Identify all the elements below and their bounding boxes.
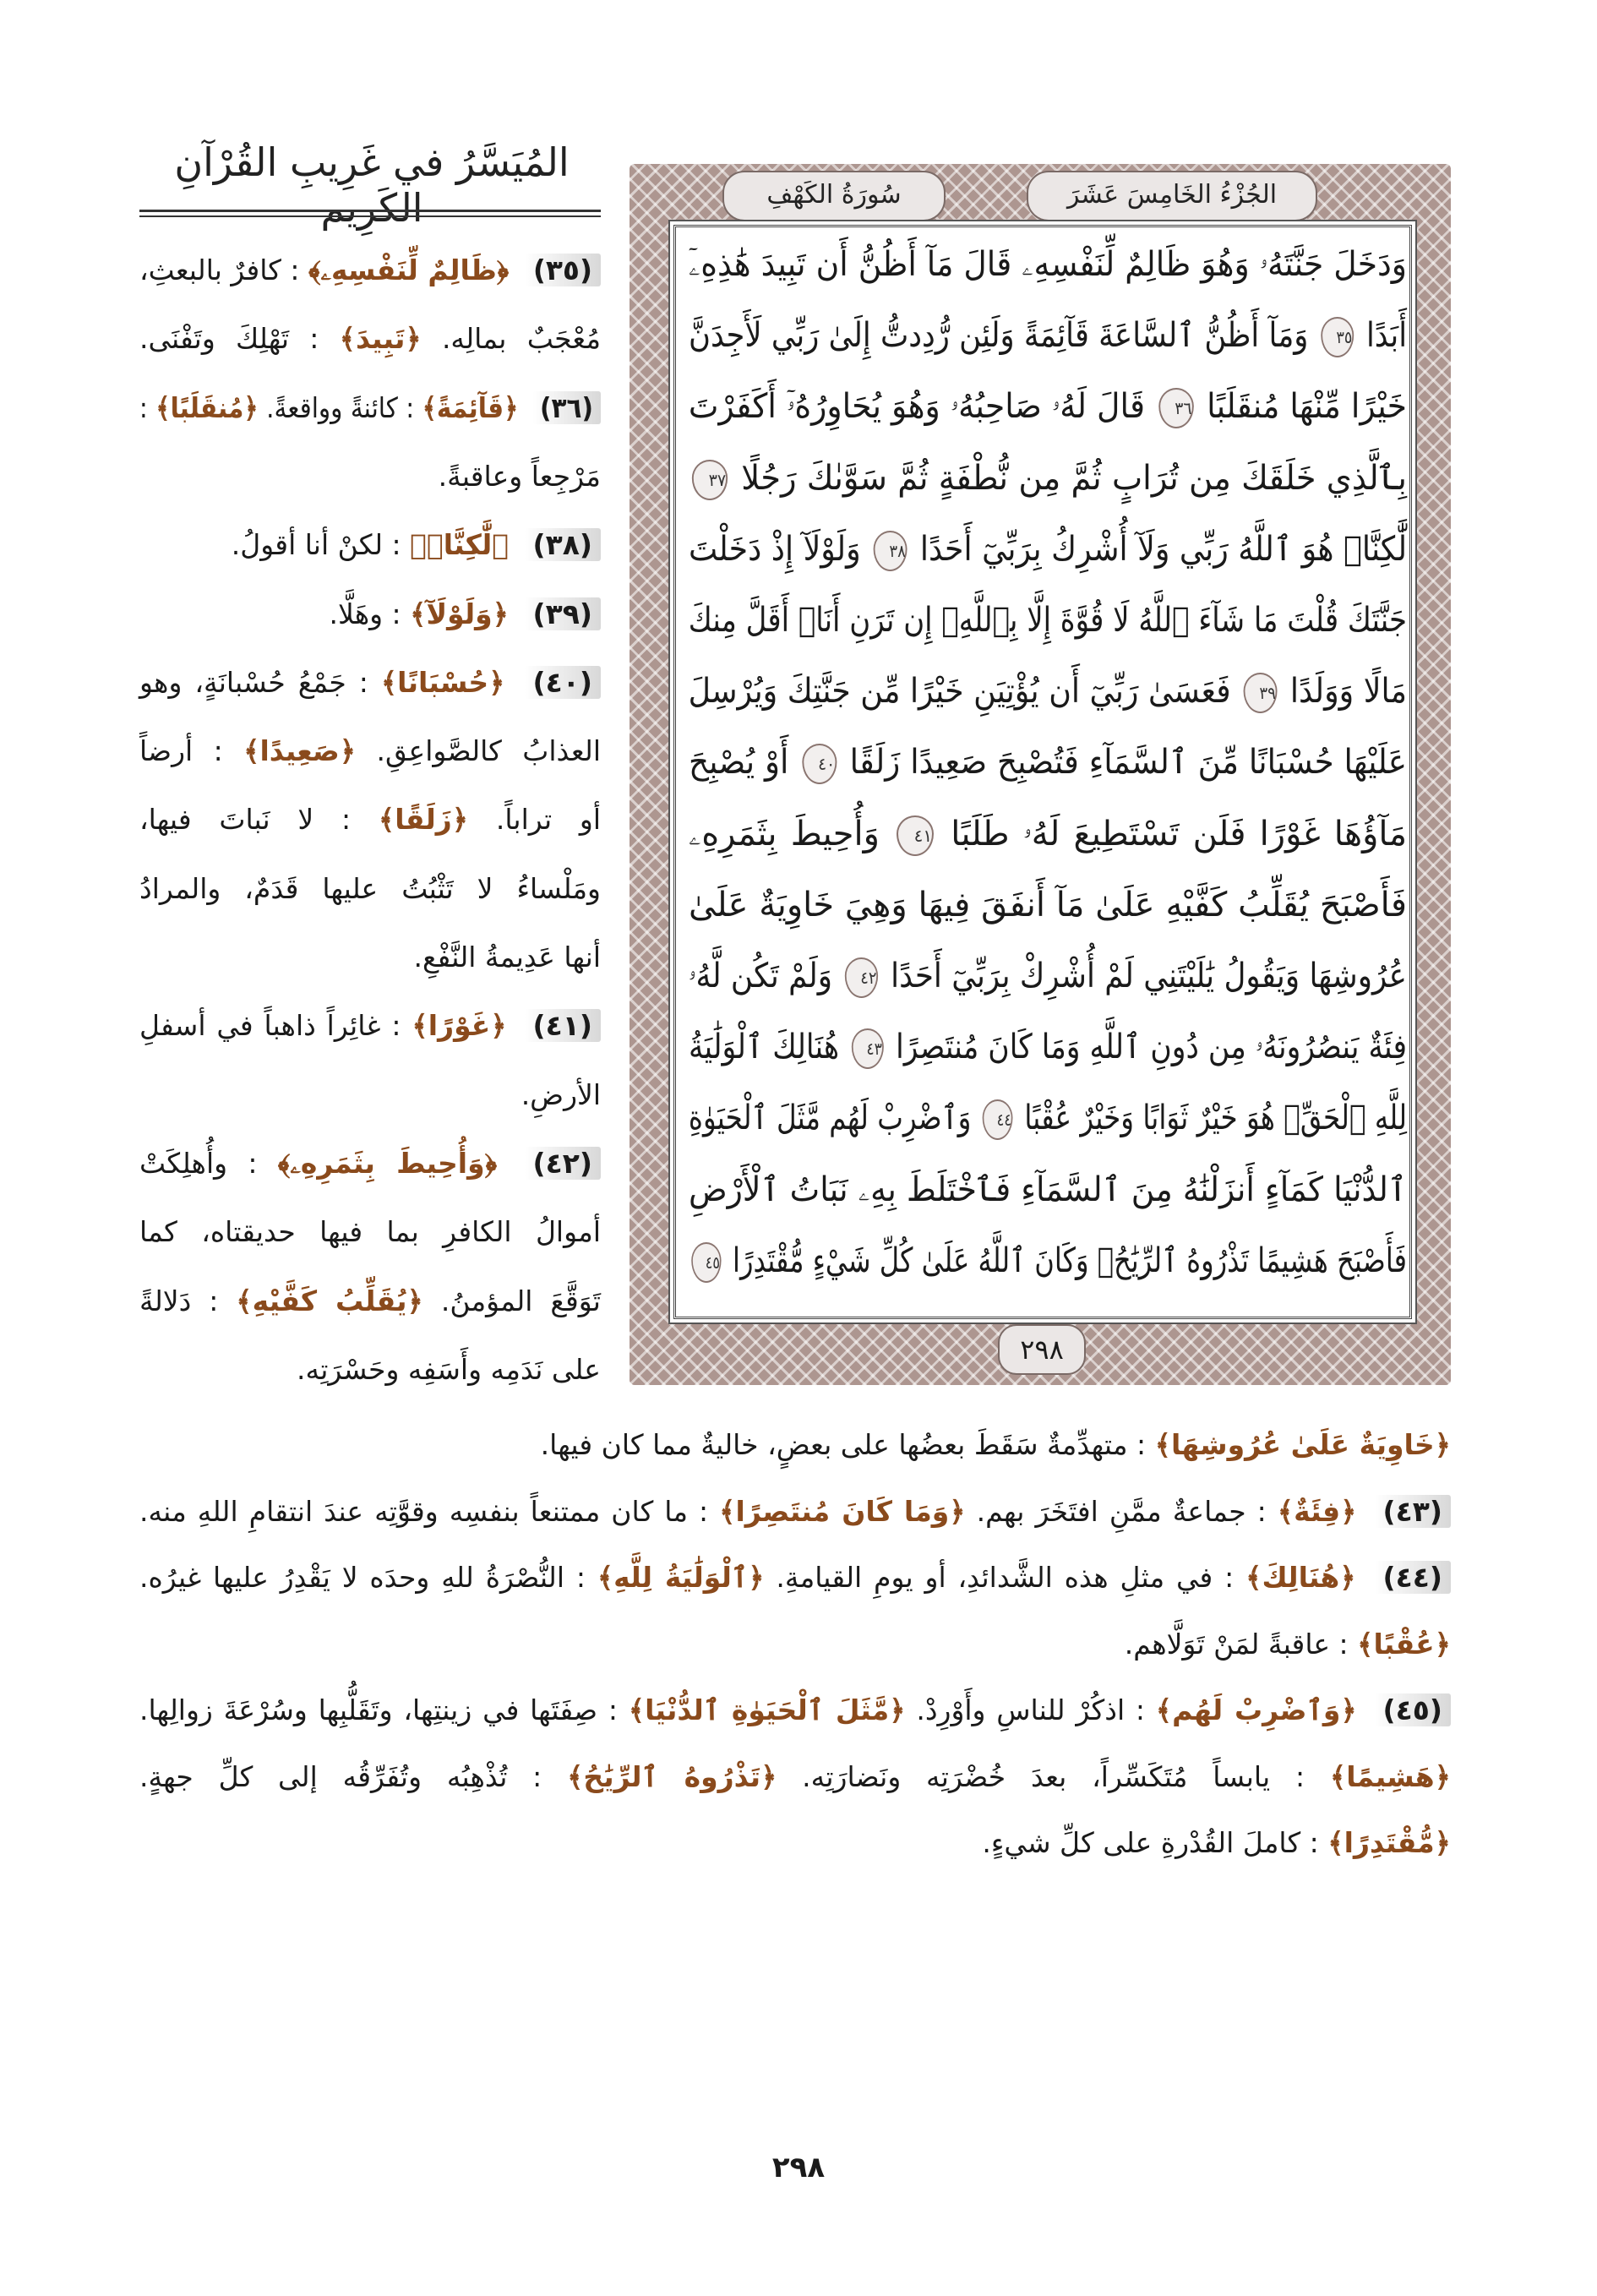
commentary-line bbox=[139, 391, 601, 424]
surah-label: سُورَةُ الكَهْفِ bbox=[722, 171, 946, 221]
verse-number-badge: (٣٨) bbox=[525, 528, 601, 561]
verse-number-badge: (٣٩) bbox=[525, 597, 601, 630]
quran-line bbox=[689, 601, 1407, 640]
quran-line bbox=[689, 815, 1407, 856]
verse-number-badge: (٤١) bbox=[525, 1009, 601, 1042]
commentary-line bbox=[139, 1009, 601, 1042]
quran-text: أَبَدًا bbox=[1365, 316, 1408, 356]
quran-text: هُنَالِكَ ٱلْوَلَٰيَةُ bbox=[689, 1028, 840, 1067]
quran-term: ﴿تَذْرُوهُ ٱلرِّيَٰحُ﴾ bbox=[567, 1759, 777, 1793]
explanation-text: أموالُ الكافرِ بما فيها حديقتاه، كما bbox=[139, 1215, 601, 1249]
quran-term: ﴿مُّقْتَدِرًا﴾ bbox=[1327, 1826, 1451, 1859]
explanation-text: أنها عَدِيمةُ النَّفْعِ. bbox=[413, 941, 601, 973]
explanation-text: ومَلْساءُ لا تَثْبُتُ عليها قَدَمٌ، والمرادُ bbox=[139, 871, 601, 905]
commentary-line bbox=[139, 734, 601, 767]
quran-line bbox=[689, 245, 1407, 284]
commentary-line bbox=[139, 1078, 601, 1111]
explanation-text: : أرضاً bbox=[139, 734, 223, 768]
quran-text: مَالًا وَوَلَدًا bbox=[1289, 672, 1407, 712]
explanation-text: : جماعةٌ ممَّنِ افتَخَرَ بهم. bbox=[965, 1494, 1267, 1528]
commentary-line bbox=[139, 666, 601, 699]
quran-line bbox=[689, 1170, 1407, 1209]
quran-term: ﴿خَاوِيَةٌ عَلَىٰ عُرُوشِهَا﴾ bbox=[1154, 1428, 1451, 1461]
quran-text: لِلَّهِ ٱلْحَقِّۚ هُوَ خَيْرٌ ثَوَابًا وَخَيْرٌ عُقْبًا bbox=[1024, 1099, 1407, 1138]
quran-line bbox=[689, 886, 1407, 924]
quran-text: قَالَ لَهُۥ صَاحِبُهُۥ وَهُوَ يُحَاوِرُهُۥٓ أَكَفَرْتَ bbox=[688, 387, 1146, 427]
explanation-text: : ما كان ممتنعاً بنفسِه وقوَّتِه عندَ انتقامِ اللهِ منه. bbox=[139, 1494, 709, 1528]
quran-text: فِئَةٌ يَنصُرُونَهُۥ مِن دُونِ ٱللَّهِ وَمَا كَانَ مُنتَصِرًا bbox=[896, 1028, 1407, 1067]
quran-text: فَعَسَىٰ رَبِّيٓ أَن يُؤْتِيَنِ خَيْرًا مِّن جَنَّتِكَ وَيُرْسِلَ bbox=[688, 672, 1231, 712]
ayah-number-marker: ٤٤ bbox=[983, 1099, 1013, 1140]
explanation-text: على نَدَمِه وأَسَفِه وحَسْرَتِه. bbox=[297, 1352, 601, 1386]
ayah-number-marker: ٣٨ bbox=[874, 531, 908, 571]
quran-line bbox=[689, 672, 1407, 713]
quran-text: خَيْرًا مِّنْهَا مُنقَلَبًا bbox=[1207, 387, 1407, 427]
commentary-line bbox=[139, 322, 601, 355]
commentary-line bbox=[139, 460, 601, 493]
explanation-text: : لا نَباتَ فيها، bbox=[139, 803, 352, 837]
quran-text: وَٱضْرِبْ لَهُم مَّثَلَ ٱلْحَيَوٰةِ bbox=[688, 1099, 972, 1138]
explanation-text: : متهدِّمةٌ سَقَطَ بعضُها على بعضٍ، خاليةٌ مما كان فيها. bbox=[540, 1428, 1147, 1461]
book-title: المُيَسَّرُ في غَرِيبِ القُرْآنِ الكَرِيم bbox=[174, 139, 570, 231]
quran-term: ﴿هُنَالِكَ﴾ bbox=[1245, 1561, 1356, 1594]
explanation-text: : كافرٌ بالبعثِ، bbox=[139, 254, 300, 286]
bottom-line bbox=[139, 1561, 1451, 1594]
explanation-text: : تُذْهِبُه وتُفَرِّقُه إلى كلِّ جهةٍ. bbox=[139, 1759, 542, 1793]
quran-line bbox=[689, 957, 1407, 998]
quran-text: وَدَخَلَ جَنَّتَهُۥ وَهُوَ ظَالِمٌ لِّنَفْسِهِۦ قَالَ مَآ أَظُنُّ أَن تَبِيدَ هَٰذِهِۦٓ bbox=[689, 245, 1407, 284]
quran-term: ﴿تَبِيدَ﴾ bbox=[339, 322, 422, 356]
quran-text: بِٱلَّذِي خَلَقَكَ مِن تُرَابٍ ثُمَّ مِن نُّطْفَةٍ ثُمَّ سَوَّىٰكَ رَجُلًا bbox=[741, 458, 1408, 498]
quran-term: ﴿صَعِيدًا﴾ bbox=[243, 734, 357, 768]
ayah-number-marker: ٣٧ bbox=[692, 460, 728, 500]
ayah-number-marker: ٤١ bbox=[897, 815, 934, 856]
verse-number-badge: (٤٢) bbox=[525, 1147, 601, 1180]
quran-term: ﴿هَشِيمًا﴾ bbox=[1329, 1759, 1451, 1793]
quran-term: ﴿عُقْبًا﴾ bbox=[1357, 1627, 1451, 1661]
explanation-text: : غائِراً ذاهباً في أسفلِ bbox=[139, 1009, 401, 1043]
commentary-line bbox=[139, 528, 601, 561]
explanation-text: مُعْجَبٌ بمالِه. bbox=[421, 322, 602, 356]
explanation-text: الأرضِ. bbox=[521, 1077, 601, 1111]
juz-label: الجُزْءُ الخَامِسَ عَشَرَ bbox=[1027, 171, 1317, 221]
quran-text: فَأَصْبَحَ هَشِيمًا تَذْرُوهُ ٱلرِّيَٰحُۗ وَكَانَ ٱللَّهُ عَلَىٰ كُلِّ شَيْءٍ مُّقْتَدِرًا bbox=[733, 1241, 1407, 1280]
explanation-text: : وهَلَّا. bbox=[329, 597, 401, 630]
verse-number-badge: (٤٠) bbox=[525, 666, 601, 699]
explanation-text: : صِفَتَها في زينتِها، وتَقَلُّبِها وسُرْعَةَ زوالِها. bbox=[139, 1693, 618, 1726]
commentary-line bbox=[139, 254, 601, 287]
ayah-number-marker: ٤٠ bbox=[802, 744, 837, 784]
commentary-line bbox=[139, 941, 601, 973]
quran-term: ﴿لَّٰكِنَّا۠﴾ bbox=[410, 528, 510, 562]
ayah-number-marker: ٤٥ bbox=[691, 1242, 721, 1283]
explanation-text: : يابساً مُتَكَسِّراً، بعدَ خُضْرَتِه ونَضارَتِه. bbox=[777, 1759, 1305, 1793]
bottom-line bbox=[139, 1428, 1451, 1461]
ayah-number-marker: ٤٣ bbox=[852, 1028, 884, 1069]
explanation-text: مَرْجِعاً وعاقبةً. bbox=[438, 459, 601, 493]
bottom-line bbox=[139, 1495, 1451, 1528]
quran-line bbox=[689, 316, 1407, 357]
commentary-line bbox=[139, 1147, 601, 1181]
commentary-line bbox=[139, 872, 601, 905]
commentary-line bbox=[139, 1353, 601, 1386]
quran-line bbox=[689, 1099, 1407, 1140]
explanation-text: : bbox=[139, 390, 148, 424]
quran-term: ﴿وَمَا كَانَ مُنتَصِرًا﴾ bbox=[719, 1494, 966, 1528]
quran-term: ﴿وَٱضْرِبْ لَهُم﴾ bbox=[1155, 1693, 1357, 1726]
explanation-text: : وأُهلِكَتْ bbox=[139, 1146, 258, 1180]
mushaf-page-number: ٢٩٨ bbox=[998, 1324, 1086, 1375]
quran-line bbox=[689, 387, 1407, 428]
quran-term: ﴿زَلَقًا﴾ bbox=[378, 803, 469, 837]
verse-number-badge: (٣٥) bbox=[525, 254, 601, 286]
verse-number-badge: (٤٥) bbox=[1375, 1693, 1451, 1726]
quran-text: عَلَيْهَا حُسْبَانًا مِّنَ ٱلسَّمَآءِ فَتُصْبِحَ صَعِيدًا زَلَقًا bbox=[849, 743, 1407, 783]
quran-term: ﴿غَوْرًا﴾ bbox=[412, 1009, 507, 1043]
commentary-line bbox=[139, 1215, 601, 1248]
ayah-number-marker: ٤٢ bbox=[845, 957, 878, 998]
bottom-line bbox=[139, 1760, 1451, 1793]
quran-line bbox=[689, 459, 1407, 500]
verse-number-badge: (٤٤) bbox=[1375, 1561, 1451, 1594]
quran-term: ﴿مُنقَلَبًا﴾ bbox=[155, 390, 259, 424]
explanation-text: : دَلالةً bbox=[139, 1284, 219, 1317]
explanation-text: : كاملَ القُدْرةِ على كلِّ شيءٍ. bbox=[982, 1826, 1319, 1859]
quran-text: ٱلدُّنْيَا كَمَآءٍ أَنزَلْنَٰهُ مِنَ ٱلسَّمَآءِ فَٱخْتَلَطَ بِهِۦ نَبَاتُ ٱلْأَرْضِ bbox=[689, 1170, 1407, 1209]
quran-term: ﴿قَآئِمَةً﴾ bbox=[422, 390, 519, 424]
explanation-text: : تَهْلِكَ وتَفْنَى. bbox=[139, 322, 319, 356]
title-divider bbox=[139, 210, 601, 217]
commentary-line bbox=[139, 1284, 601, 1317]
explanation-text: : في مثلِ هذه الشَّدائدِ، أو يومِ القيامةِ. bbox=[764, 1561, 1235, 1594]
quran-line bbox=[689, 1028, 1407, 1069]
quran-term: ﴿وَلَوْلَآ﴾ bbox=[410, 597, 510, 630]
quran-text: وَلَوْلَآ إِذْ دَخَلْتَ bbox=[689, 529, 861, 569]
bottom-line bbox=[139, 1628, 1451, 1661]
quran-text: أَوْ يُصْبِحَ bbox=[689, 743, 789, 783]
explanation-text: أو تراباً. bbox=[468, 803, 601, 837]
quran-text: فَأَصْبَحَ يُقَلِّبُ كَفَّيْهِ عَلَىٰ مَآ أَنفَقَ فِيهَا وَهِيَ خَاوِيَةٌ عَلَىٰ bbox=[689, 885, 1407, 924]
quran-line bbox=[689, 530, 1407, 571]
bottom-line bbox=[139, 1693, 1451, 1726]
quran-text: وَأُحِيطَ بِثَمَرِهِۦ bbox=[689, 814, 880, 854]
quran-term: ﴿حُسْبَانًا﴾ bbox=[380, 665, 505, 699]
quran-term: ﴿مَّثَلَ ٱلْحَيَوٰةِ ٱلدُّنْيَا﴾ bbox=[628, 1693, 906, 1726]
explanation-text: العذابُ كالصَّواعِقِ. bbox=[356, 734, 601, 768]
explanation-text: : لكنْ أنا أقولُ. bbox=[231, 528, 401, 562]
quran-text: لَّٰكِنَّا۠ هُوَ ٱللَّهُ رَبِّي وَلَآ أُشْرِكُ بِرَبِّيٓ أَحَدًا bbox=[919, 529, 1408, 569]
quran-term: ﴿ظَالِمٌ لِّنَفْسِهِۦ﴾ bbox=[308, 254, 510, 286]
bottom-line bbox=[139, 1826, 1451, 1859]
ayah-number-marker: ٣٦ bbox=[1158, 388, 1194, 428]
quran-text: مَآؤُهَا غَوْرًا فَلَن تَسْتَطِيعَ لَهُۥ طَلَبًا bbox=[951, 814, 1408, 854]
quran-term: ﴿فِئَةٌ﴾ bbox=[1277, 1494, 1357, 1528]
quran-line bbox=[689, 743, 1407, 784]
commentary-line bbox=[139, 597, 601, 630]
verse-number-badge: (٤٣) bbox=[1375, 1495, 1451, 1528]
quran-term: ﴿ٱلْوَلَٰيَةُ لِلَّهِ﴾ bbox=[597, 1561, 765, 1594]
page-number: ٢٩٨ bbox=[771, 2151, 826, 2184]
explanation-text: : النُّصْرَةُ للهِ وحدَه لا يَقْدِرُ عليها غيرُه. bbox=[139, 1561, 586, 1594]
commentary-line bbox=[139, 803, 601, 836]
quran-text: عُرُوشِهَا وَيَقُولُ يَٰلَيْتَنِي لَمْ أُشْرِكْ بِرَبِّيٓ أَحَدًا bbox=[891, 957, 1407, 995]
quran-term: ﴿وَأُحِيطَ بِثَمَرِهِۦ﴾ bbox=[277, 1146, 498, 1180]
ayah-number-marker: ٣٩ bbox=[1244, 673, 1278, 713]
explanation-text: : جَمْعُ حُسْبانَةٍ، وهو bbox=[139, 665, 368, 699]
quran-term: ﴿يُقَلِّبُ كَفَّيْهِ﴾ bbox=[236, 1284, 423, 1317]
quran-text: وَمَآ أَظُنُّ ٱلسَّاعَةَ قَآئِمَةً وَلَئِن رُّدِدتُّ إِلَىٰ رَبِّي لَأَجِدَنَّ bbox=[689, 316, 1309, 356]
quran-text: وَلَمْ تَكُن لَّهُۥ bbox=[688, 957, 833, 995]
ayah-number-marker: ٣٥ bbox=[1321, 317, 1354, 357]
verse-number-badge: (٣٦) bbox=[532, 391, 601, 424]
explanation-text: : كائنةً وواقعةً. bbox=[258, 390, 415, 424]
quran-text: جَنَّتَكَ قُلْتَ مَا شَآءَ ٱللَّهُ لَا قُوَّةَ إِلَّا بِٱللَّهِۚ إِن تَرَنِ أَنَا۠ أَقَلَّ مِنكَ bbox=[688, 601, 1407, 640]
quran-line bbox=[689, 1241, 1407, 1283]
explanation-text: : اذكُرْ للناسِ وأَوْرِدْ. bbox=[905, 1693, 1146, 1726]
explanation-text: تَوَقَّعَ المؤمنُ. bbox=[422, 1284, 601, 1317]
explanation-text: : عاقبةً لمَنْ تَوَلَّاهم. bbox=[1124, 1627, 1349, 1661]
